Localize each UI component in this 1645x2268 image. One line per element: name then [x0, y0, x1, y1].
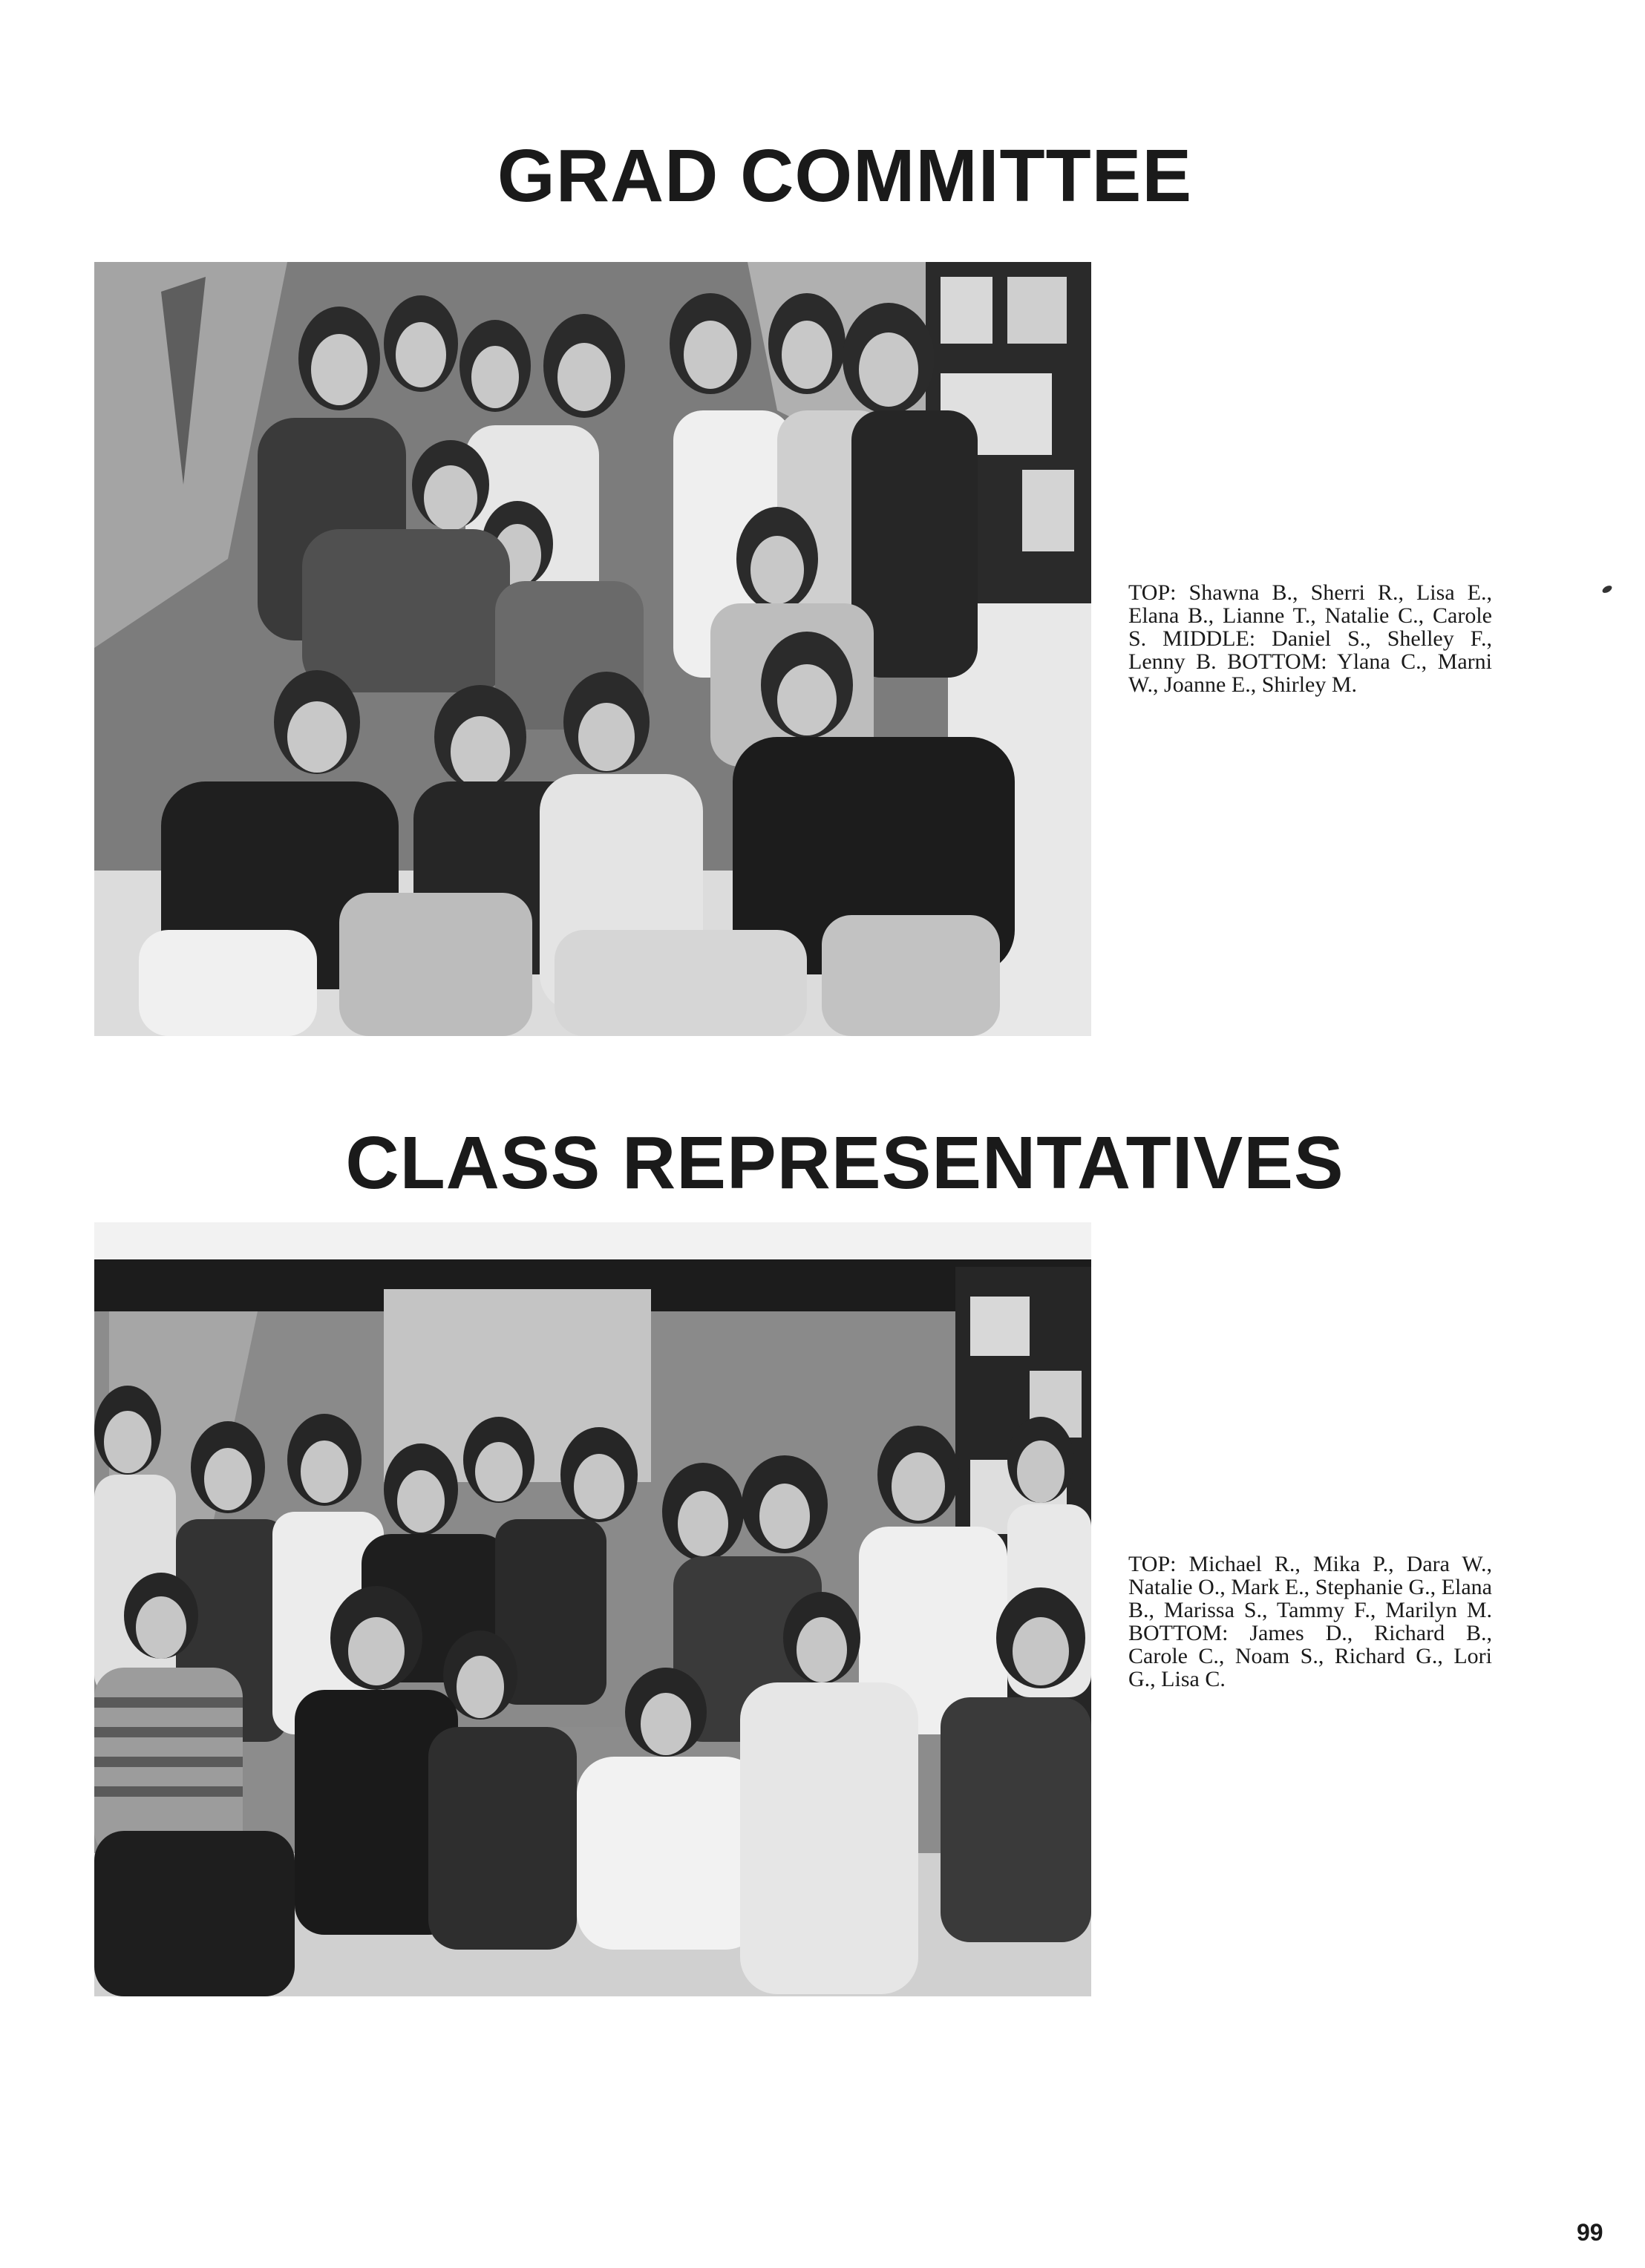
caption-grad-committee: TOP: Shawna B., Sherri R., Lisa E., Elana B., Lianne T., Natalie C., Carole S. MIDDLE: Daniel S., Shelley F., Lenny B. BOTTOM: Ylana C., Marni W., Joanne E., Shirley M.	[1128, 580, 1492, 697]
section-heading-grad-committee: GRAD COMMITTEE	[497, 134, 1193, 217]
page-speck	[1601, 584, 1613, 594]
section-heading-class-representatives: CLASS REPRESENTATIVES	[345, 1121, 1344, 1205]
page-number: 99	[1577, 2219, 1603, 2246]
group-photo-grad-committee	[94, 262, 1091, 1036]
caption-class-representatives: TOP: Michael R., Mika P., Dara W., Natalie O., Mark E., Stephanie G., Elana B., Marissa S., Tammy F., Marilyn M. BOTTOM: James D., Richard B., Carole C., Noam S., Richard G., Lori G., Lisa C.	[1128, 1552, 1492, 1691]
group-photo-class-representatives	[94, 1222, 1091, 1996]
